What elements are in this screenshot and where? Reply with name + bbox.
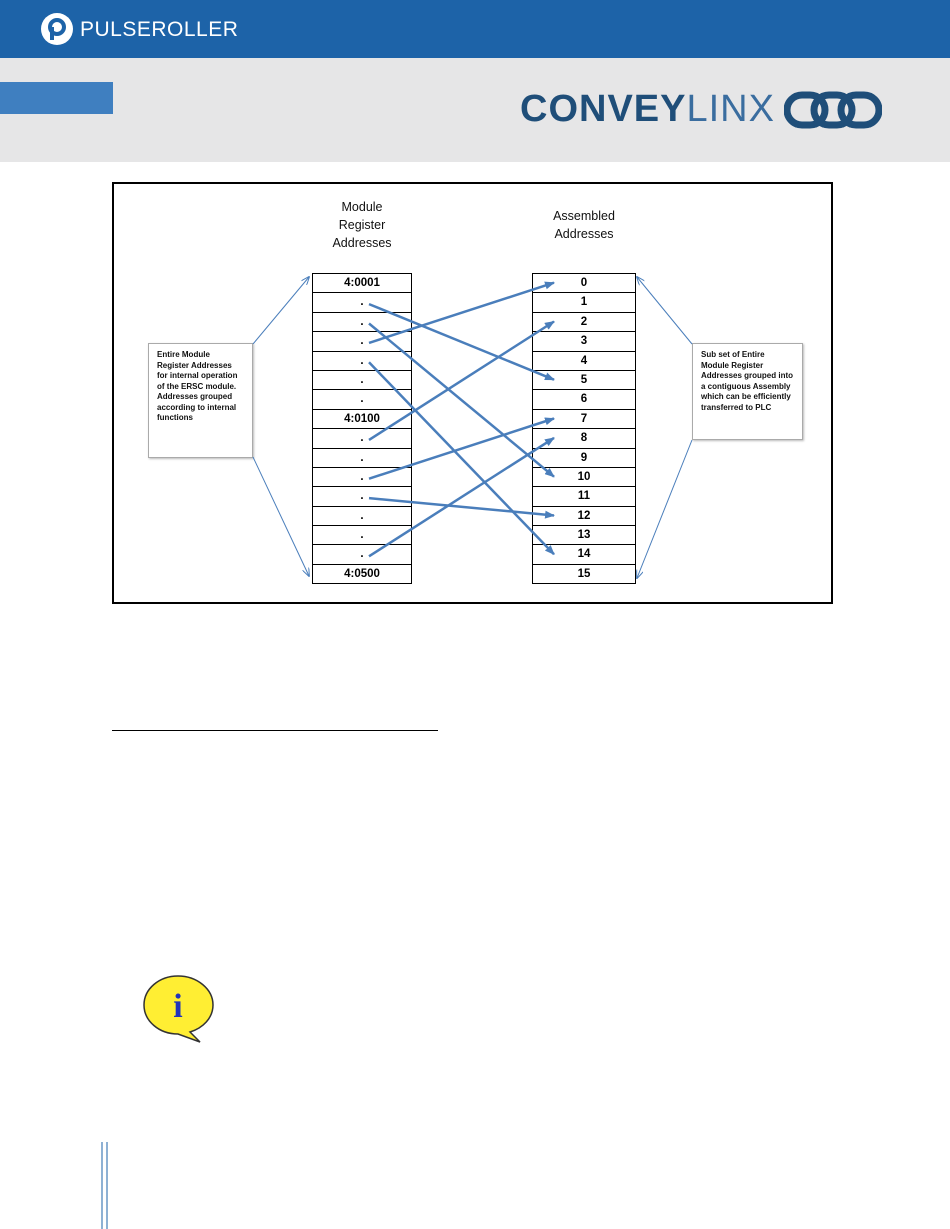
assembled-address-cell: 0 xyxy=(533,274,635,293)
module-title-line: Addresses xyxy=(332,236,392,250)
assembled-title-line: Assembled xyxy=(553,209,615,223)
assembled-address-cell: 13 xyxy=(533,526,635,545)
register-mapping-figure xyxy=(112,182,833,604)
module-register-cell: . xyxy=(313,507,411,526)
module-register-cell: 4:0100 xyxy=(313,410,411,429)
module-register-cell: 4:0001 xyxy=(313,274,411,293)
module-title-line: Register xyxy=(338,218,386,232)
assembled-address-cell: 5 xyxy=(533,371,635,390)
callout-pointers xyxy=(253,277,692,578)
mapping-arrow xyxy=(369,498,554,515)
chain-links-icon xyxy=(784,90,882,130)
module-register-cell: . xyxy=(313,429,411,448)
logo-light-text: LINX xyxy=(686,88,775,130)
mapping-arrow xyxy=(369,304,554,380)
assembled-address-cell: 7 xyxy=(533,410,635,429)
conveylinx-logo xyxy=(520,88,775,131)
module-register-cell: . xyxy=(313,526,411,545)
pulseroller-logo-icon xyxy=(40,12,74,46)
right-callout-note: Sub set of Entire Module Register Addresses grouped into a contiguous Assembly which can be efficiently transferred to PLC xyxy=(692,343,803,440)
section-tab xyxy=(0,82,113,114)
module-register-cell: . xyxy=(313,390,411,409)
module-register-cell: . xyxy=(313,487,411,506)
info-glyph: i xyxy=(173,988,183,1025)
left-callout-note: Entire Module Register Addresses for internal operation of the ERSC module. Addresses grouped according to internal functions xyxy=(148,343,253,458)
module-register-cell: . xyxy=(313,293,411,312)
module-register-cell: . xyxy=(313,371,411,390)
module-register-cell: . xyxy=(313,545,411,564)
assembled-address-cell: 15 xyxy=(533,565,635,584)
module-register-cell: 4:0500 xyxy=(313,565,411,584)
mapping-arrow xyxy=(369,438,554,556)
right-pointer-up xyxy=(637,277,692,344)
module-register-cell: . xyxy=(313,313,411,332)
logo-bold-text: CONVEY xyxy=(520,88,687,130)
right-pointer-down xyxy=(637,440,692,578)
assembled-address-cell: 14 xyxy=(533,545,635,564)
left-pointer-up xyxy=(253,277,309,344)
assembled-address-cell: 3 xyxy=(533,332,635,351)
mapping-arrow xyxy=(369,324,554,477)
info-callout-icon xyxy=(140,972,216,1044)
module-register-cell: . xyxy=(313,468,411,487)
module-register-cell: . xyxy=(313,352,411,371)
mapping-arrow xyxy=(369,362,554,554)
mapping-arrow xyxy=(369,283,554,343)
module-register-cell: . xyxy=(313,449,411,468)
mapping-arrow xyxy=(369,322,554,440)
module-register-cell: . xyxy=(313,332,411,351)
assembled-title-line: Addresses xyxy=(554,227,614,241)
assembled-address-cell: 1 xyxy=(533,293,635,312)
module-title-line: Module xyxy=(341,200,383,214)
assembled-address-cell: 6 xyxy=(533,390,635,409)
assembled-address-cell: 4 xyxy=(533,352,635,371)
assembled-address-cell: 11 xyxy=(533,487,635,506)
mapping-arrows xyxy=(114,184,831,602)
assembled-address-cell: 9 xyxy=(533,449,635,468)
mapping-arrow xyxy=(369,419,554,479)
assembled-address-cell: 8 xyxy=(533,429,635,448)
left-pointer-down xyxy=(253,457,309,576)
margin-rule xyxy=(100,1142,112,1229)
assembled-address-cell: 2 xyxy=(533,313,635,332)
assembled-address-cell: 12 xyxy=(533,507,635,526)
brand-name: PULSEROLLER xyxy=(80,18,239,41)
header-bar xyxy=(0,0,950,58)
section-underline xyxy=(112,730,438,731)
assembled-address-cell: 10 xyxy=(533,468,635,487)
